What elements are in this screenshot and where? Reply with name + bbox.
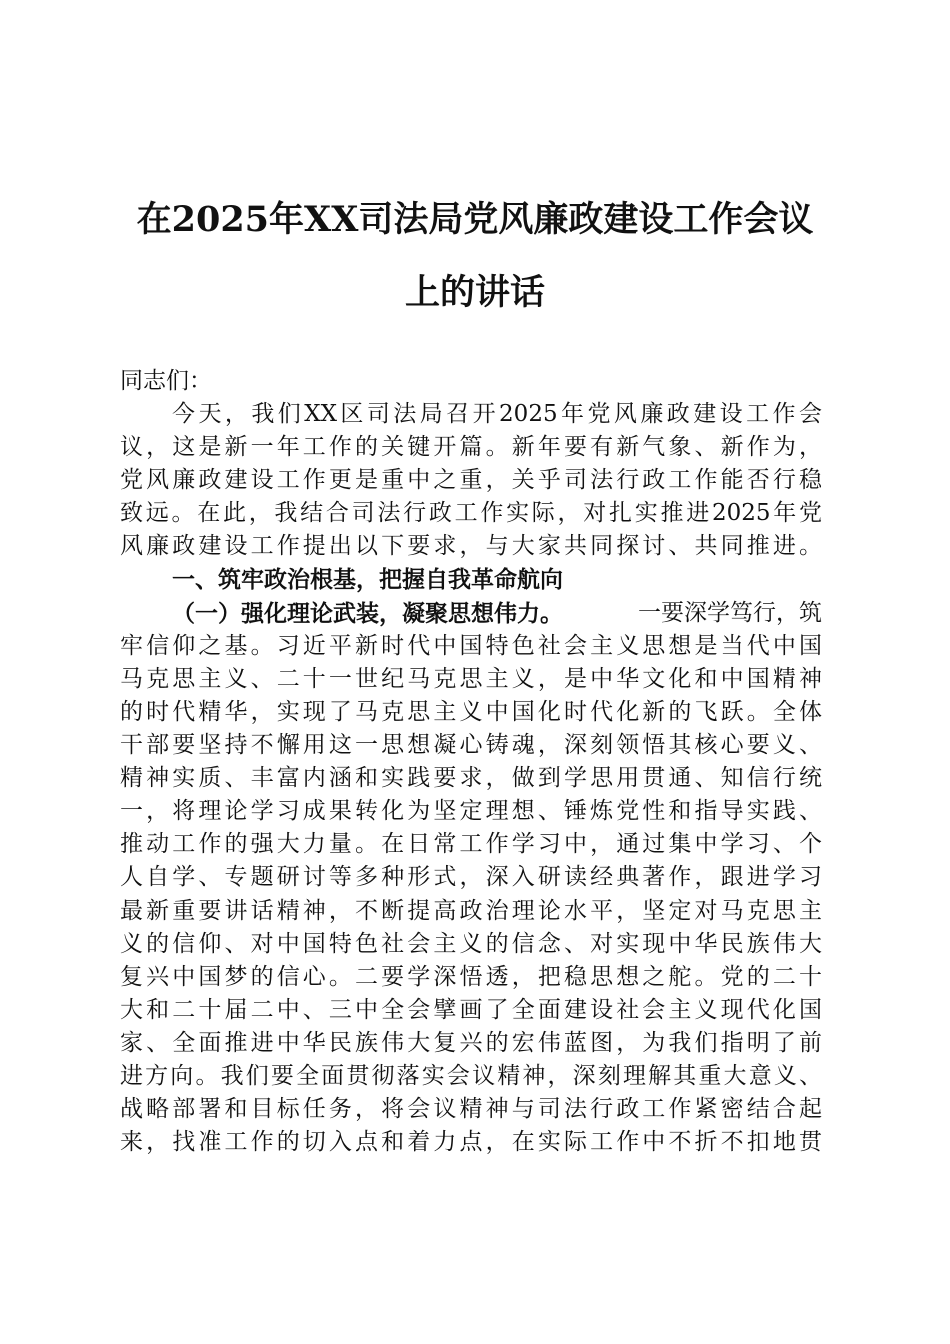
paragraph-line: 精神实质、丰富内涵和实践要求，做到学思用贯通、知信行统 (120, 765, 822, 792)
paragraph-line: 党风廉政建设工作更是重中之重，关乎司法行政工作能否行稳 (120, 467, 822, 494)
title-line: 上的讲话 (404, 272, 545, 313)
paragraph-line: 风廉政建设工作提出以下要求，与大家共同探讨、共同推进。 (120, 533, 822, 560)
paragraph-line: 最新重要讲话精神，不断提高政治理论水平，坚定对马克思主 (120, 897, 822, 924)
paragraph-line: 家、全面推进中华民族伟大复兴的宏伟蓝图，为我们指明了前 (120, 1029, 822, 1056)
salutation: 同志们： (120, 368, 212, 394)
paragraph-line: 致远。在此，我结合司法行政工作实际，对扎实推进2025年党 (120, 500, 822, 527)
paragraph-line: 议，这是新一年工作的关键开篇。新年要有新气象、新作为， (120, 434, 822, 461)
paragraph-line: 战略部署和目标任务，将会议精神与司法行政工作紧密结合起 (120, 1096, 822, 1123)
paragraph-line: 人自学、专题研讨等多种形式，深入研读经典著作，跟进学习 (120, 864, 822, 891)
paragraph-line: 一，将理论学习成果转化为坚定理想、锤炼党性和指导实践、 (120, 798, 822, 825)
paragraph-line: 复兴中国梦的信心。二要学深悟透，把稳思想之舵。党的二十 (120, 963, 822, 990)
paragraph-text: 一要深学笃行，筑 (638, 599, 822, 626)
paragraph-line: 义的信仰、对中国特色社会主义的信念、对实现中华民族伟大 (120, 930, 822, 957)
paragraph-line: 的时代精华，实现了马克思主义中国化时代化新的飞跃。全体 (120, 698, 822, 725)
subsection-heading: （一）强化理论武装，凝聚思想伟力。 (172, 599, 563, 627)
paragraph-line: 来，找准工作的切入点和着力点，在实际工作中不折不扣地贯 (120, 1129, 822, 1156)
document-body (120, 365, 822, 1159)
paragraph-line: 推动工作的强大力量。在日常工作学习中，通过集中学习、个 (120, 831, 822, 858)
paragraph-line (120, 597, 822, 630)
paragraph-line: 马克思主义、二十一世纪马克思主义，是中华文化和中国精神 (120, 665, 822, 692)
paragraph-line: 大和二十届二中、三中全会擘画了全面建设社会主义现代化国 (120, 996, 822, 1023)
section-heading: 一、筑牢政治根基，把握自我革命航向 (172, 566, 563, 593)
paragraph-line: 今天，我们XX区司法局召开2025年党风廉政建设工作会 (172, 401, 822, 428)
paragraph-line: 干部要坚持不懈用这一思想凝心铸魂，深刻领悟其核心要义、 (120, 732, 822, 759)
paragraph-line: 牢信仰之基。习近平新时代中国特色社会主义思想是当代中国 (120, 632, 822, 659)
paragraph-line: 进方向。我们要全面贯彻落实会议精神，深刻理解其重大意义、 (120, 1062, 822, 1089)
title-line: 在2025年XX司法局党风廉政建设工作会议 (136, 199, 814, 240)
